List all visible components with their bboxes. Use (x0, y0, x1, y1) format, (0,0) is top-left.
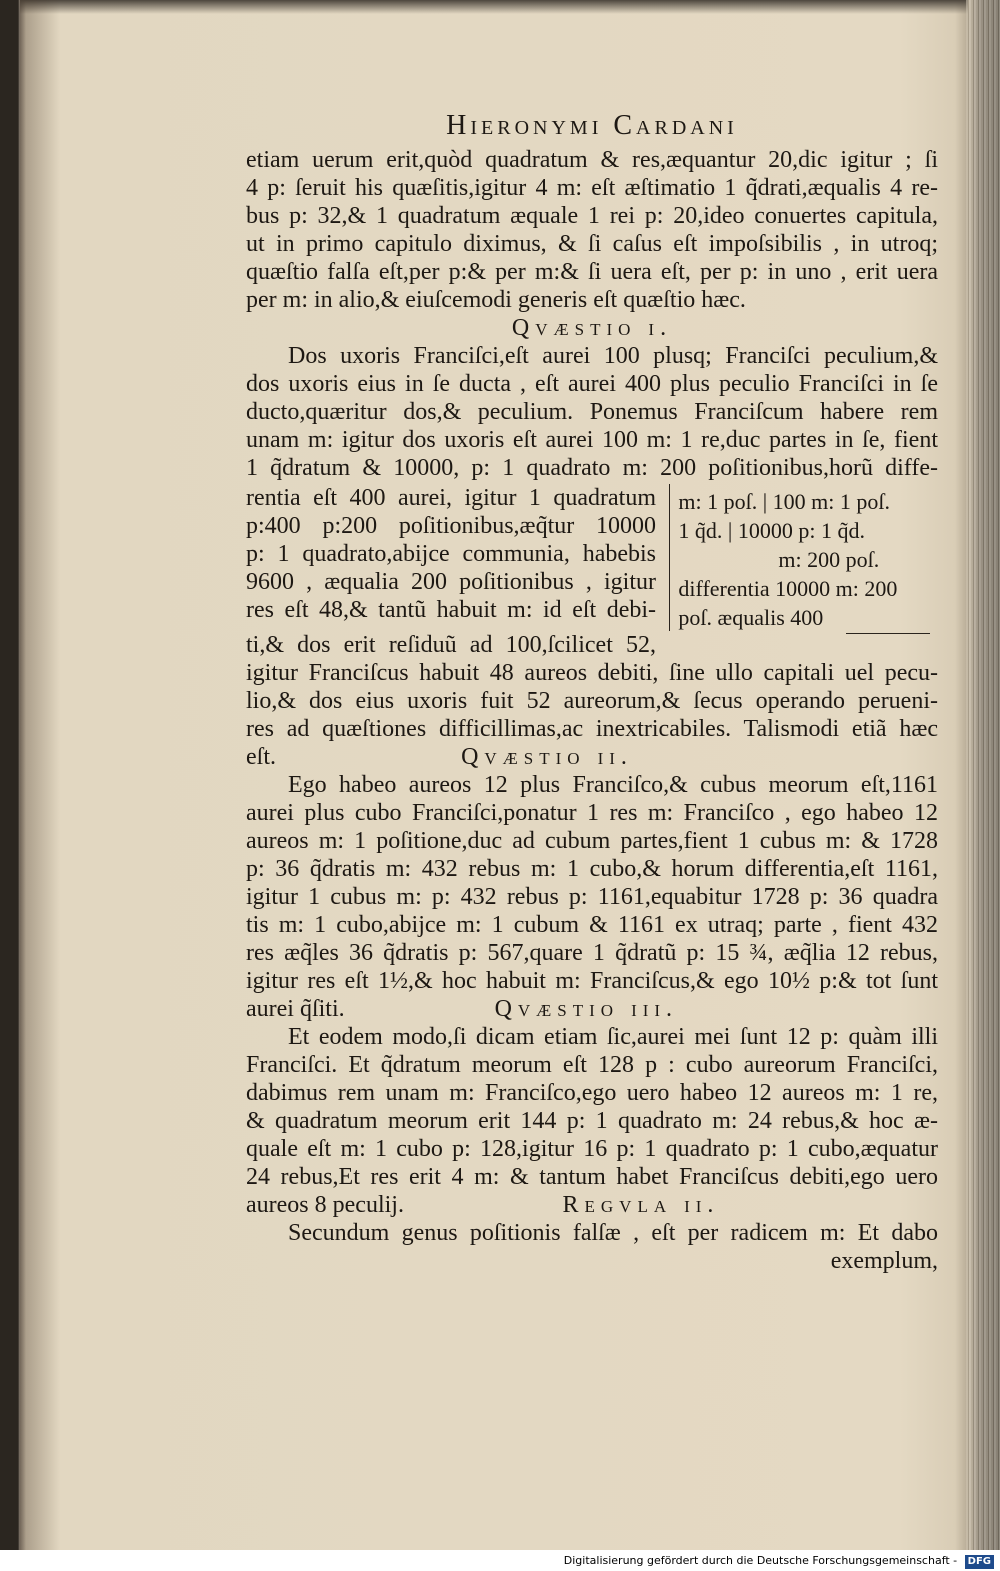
text-line: Et eodem modo,ſi dicam etiam ſic,aurei mei ſunt 12 p: quàm illi (288, 1024, 938, 1050)
section-heading: Qvæstio ii. (461, 744, 633, 770)
text-line: aureos m: 1 poſitione,duc ad cubum partes,fient 1 cubus m: & 1728 (246, 828, 938, 854)
text-line: ti,& dos erit reſiduũ ad 100,ſcilicet 52, (246, 632, 656, 658)
text-line: Secundum genus poſitionis falſæ , eſt per radicem m: Et dabo (288, 1220, 938, 1246)
box-line: 1 q̃d. | 10000 p: 1 q̃d. (678, 518, 865, 543)
digitization-footer (0, 1550, 1000, 1571)
calculation-box (669, 484, 938, 631)
section-heading: Qvæstio iii. (494, 996, 679, 1022)
text-fragment: eſt. (246, 744, 276, 770)
calculation-text (246, 484, 657, 631)
box-rule (846, 633, 930, 634)
text-line: quæſtio falſa eſt,per p:& per m:& ſi uera eſt, per p: in uno , erit uera (246, 259, 938, 285)
box-line: m: 200 poſ. (778, 547, 880, 572)
text-line: bus p: 32,& 1 quadratum æquale 1 rei p: 20,ideo conuertes capitula, (246, 203, 938, 229)
calculation-section (246, 484, 938, 631)
text-line: 9600 , æqualia 200 poſitionibus , igitur (246, 569, 656, 595)
text-line: res ad quæſtiones difficillimas,ac inextricabiles. Talismodi etiã hæc (246, 716, 938, 742)
text-line: etiam uerum erit,quòd quadratum & res,æquantur 20,dic igitur ; ſi (246, 147, 938, 173)
page-edges (966, 0, 1000, 1550)
text-line: p: 1 quadrato,abijce communia, habebis (246, 541, 656, 567)
text-line: ut in primo capitulo diximus, & ſi caſus eſt impoſsibilis , in utroq; (246, 231, 938, 257)
text-line (246, 995, 938, 1023)
section-heading: Qvæstio i. (511, 315, 673, 341)
text-line: dabimus rem unam m: Franciſco,ego uero habeo 12 aureos m: 1 re, (246, 1080, 938, 1106)
text-line: res eſt 48,& tantũ habuit m: id eſt debi- (246, 597, 656, 623)
text-line: igitur Franciſcus habuit 48 aureos debiti, ſine ullo capitali uel pecu- (246, 660, 938, 686)
text-line: ducto,quæritur dos,& peculium. Ponemus Franciſcum habere rem (246, 399, 938, 425)
box-line: differentia 10000 m: 200 (678, 576, 898, 601)
text-fragment: aureos 8 peculij. (246, 1192, 404, 1218)
catchword: exemplum, (830, 1248, 938, 1274)
text-line: 4 p: ſeruit his quæſitis,igitur 4 m: eſt æſtimatio 1 q̃drati,æqualis 4 re- (246, 175, 938, 201)
text-line: Dos uxoris Franciſci,eſt aurei 100 plusq; Franciſci peculium,& (288, 343, 938, 369)
text-line: per m: in alio,& eiuſcemodi generis eſt quæſtio hæc. (246, 287, 746, 313)
text-line: 1 q̃dratum & 10000, p: 1 quadrato m: 200 poſitionibus,horũ diffe- (246, 455, 938, 481)
text-line: lio,& dos eius uxoris fuit 52 aureorum,& ſecus operando perueni- (246, 688, 938, 714)
text-line: quale eſt m: 1 cubo p: 128,igitur 16 p: 1 quadrato p: 1 cubo,æquatur (246, 1136, 938, 1162)
section-heading: Regvla ii. (562, 1192, 720, 1218)
text-line: unam m: igitur dos uxoris eſt aurei 100 m: 1 re,duc partes in ſe, fient (246, 427, 938, 453)
text-line: Franciſci. Et q̃dratum meorum eſt 128 p : cubo aureorum Franciſci, (246, 1052, 938, 1078)
text-line: 24 rebus,Et res erit 4 m: & tantum habet Franciſcus debiti,ego uero (246, 1164, 938, 1190)
box-line: poſ. æqualis 400 (678, 605, 824, 630)
box-line: m: 1 poſ. | 100 m: 1 poſ. (678, 489, 890, 514)
page-top-shadow (20, 0, 968, 14)
text-line: p: 36 q̃dratis m: 432 rebus m: 1 cubo,& horum differentia,eſt 1161, (246, 856, 938, 882)
text-block (246, 112, 938, 1275)
text-line: res æq̃les 36 q̃dratis p: 567,quare 1 q̃dratũ p: 15 ¾, æq̃lia 12 rebus, (246, 940, 938, 966)
text-line: p:400 p:200 poſitionibus,æq̃tur 10000 (246, 513, 656, 539)
text-line: & quadratum meorum erit 144 p: 1 quadrato m: 24 rebus,& hoc æ- (246, 1108, 938, 1134)
text-line (246, 743, 938, 771)
running-head: Hieronymi Cardani (446, 110, 738, 141)
dfg-logo: DFG (965, 1555, 994, 1569)
text-line: Ego habeo aureos 12 plus Franciſco,& cubus meorum eſt,1161 (288, 772, 938, 798)
text-line: dos uxoris eius in ſe ducta , eſt aurei 400 plus peculio Franciſci in ſe (246, 371, 938, 397)
text-fragment: aurei q̃ſiti. (246, 996, 345, 1022)
footer-text: Digitalisierung gefördert durch die Deutsche Forschungsgemeinschaft - (563, 1554, 958, 1567)
gutter-shadow (20, 0, 60, 1550)
text-line: aurei plus cubo Franciſci,ponatur 1 res m: Franciſco , ego habeo 12 (246, 800, 938, 826)
text-line (246, 1191, 938, 1219)
text-line: igitur 1 cubus m: p: 432 rebus p: 1161,equabitur 1728 p: 36 quadra (246, 884, 938, 910)
text-line: rentia eſt 400 aurei, igitur 1 quadratum (246, 485, 656, 511)
text-line: igitur res eſt 1½,& hoc habuit m: Franciſcus,& ego 10½ p:& tot ſunt (246, 968, 938, 994)
text-line: tis m: 1 cubo,abijce m: 1 cubum & 1161 ex utraq; parte , fient 432 (246, 912, 938, 938)
